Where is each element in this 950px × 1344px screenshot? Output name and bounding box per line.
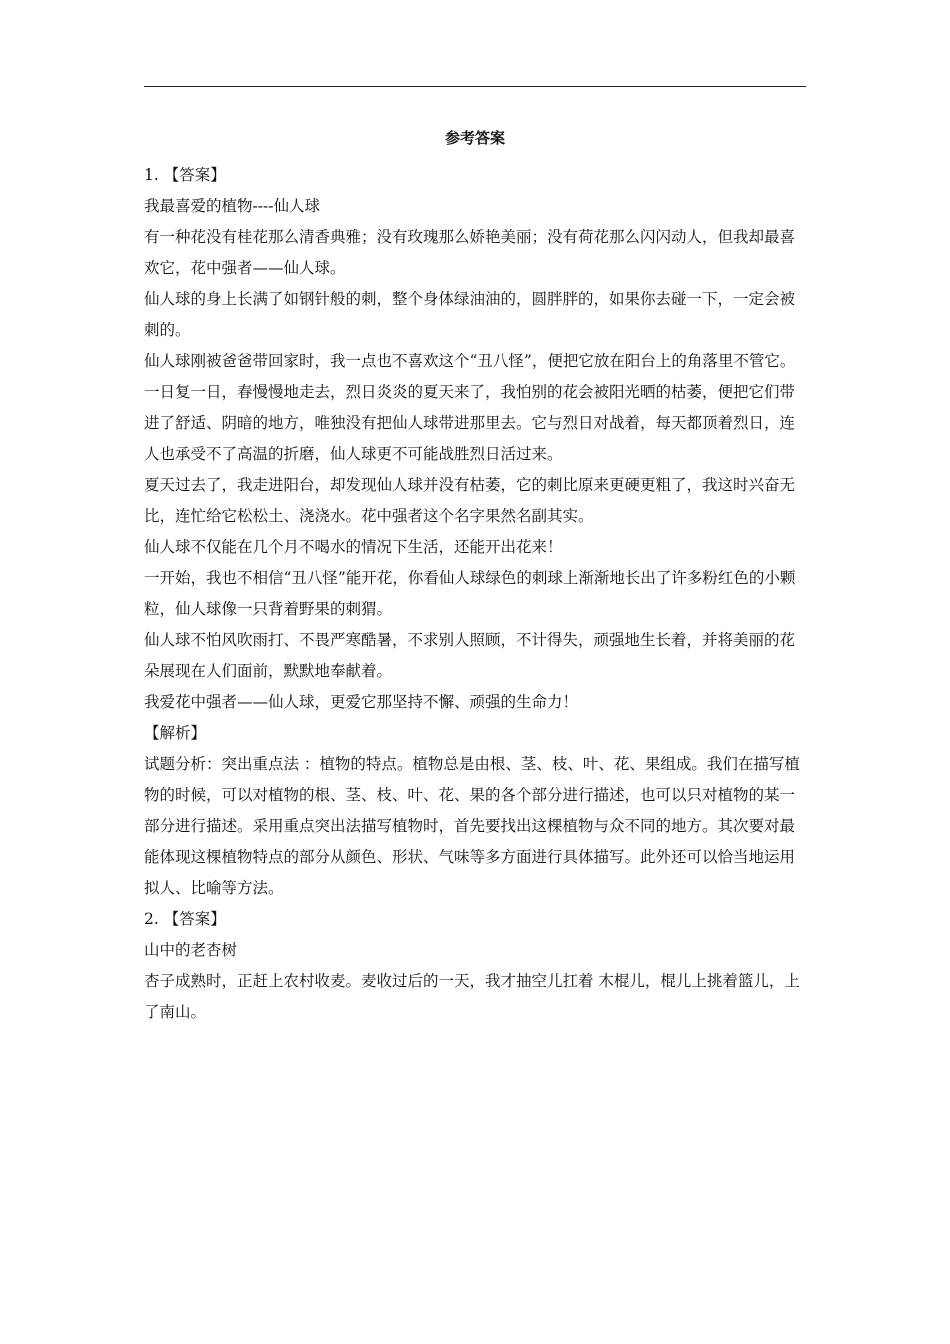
q1-paragraph: 一日复一日，春慢慢地走去，烈日炎炎的夏天来了，我怕别的花会被阳光晒的枯萎，便把它们带进了舒适、阴暗的地方，唯独没有把仙人球带进那里去。它与烈日对战着，每天都顶着烈日，连人也承受不了高温的折磨，仙人球更不可能战胜烈日活过来。	[144, 383, 796, 463]
q1-paragraph: 仙人球的身上长满了如钢针般的刺，整个身体绿油油的，圆胖胖的，如果你去碰一下，一定会被刺的。	[144, 290, 796, 339]
q1-paragraph: 仙人球不怕风吹雨打、不畏严寒酷暑，不求别人照顾，不计得失，顽强地生长着，并将美丽的花朵展现在人们面前，默默地奉献着。	[144, 631, 796, 680]
q1-paragraph: 仙人球刚被爸爸带回家时，我一点也不喜欢这个“丑八怪”，便把它放在阳台上的角落里不管它。	[144, 352, 796, 370]
q2-answer-label: 2. 【答案】	[144, 910, 226, 928]
q1-paragraph: 一开始，我也不相信“丑八怪”能开花，你看仙人球绿色的刺球上渐渐地长出了许多粉红色的小颗粒，仙人球像一只背着野果的刺猬。	[144, 569, 796, 618]
q1-paragraph: 夏天过去了，我走进阳台，却发现仙人球并没有枯萎，它的刺比原来更硬更粗了，我这时兴奋无比，连忙给它松松土、浇浇水。花中强者这个名字果然名副其实。	[144, 476, 796, 525]
header-rule	[144, 86, 806, 87]
q1-essay-title: 我最喜爱的植物----仙人球	[144, 197, 320, 215]
q1-answer-label: 1. 【答案】	[144, 166, 226, 184]
q1-analysis-label: 【解析】	[144, 724, 207, 742]
q2-essay-title: 山中的老杏树	[144, 941, 238, 959]
page-title: 参考答案	[444, 129, 505, 147]
q1-paragraph: 仙人球不仅能在几个月不喝水的情况下生活，还能开出花来！	[144, 538, 563, 556]
q2-paragraph: 杏子成熟时，正赶上农村收麦。麦收过后的一天，我才抽空儿扛着 木棍儿，棍儿上挑着篮儿，上了南山。	[144, 972, 800, 1021]
q1-analysis-text: 试题分析：突出重点法 ：植物的特点。植物总是由根、茎、枝、叶、花、果组成。我们在描写植物的时候，可以对植物的根、茎、枝、叶、花、果的各个部分进行描述，也可以只对植物的某一部分进行描述。采用重点突出法描写植物时，首先要找出这棵植物与众不同的地方。其次要对最能体现这棵植物特点的部分从颜色、形状、气味等多方面进行具体描写。此外还可以恰当地运用拟人、比喻等方法。	[144, 755, 800, 897]
q1-paragraph: 我爱花中强者——仙人球，更爱它那坚持不懈、顽强的生命力！	[144, 693, 579, 711]
document-body	[144, 160, 808, 1028]
q1-paragraph: 有一种花没有桂花那么清香典雅；没有玫瑰那么娇艳美丽；没有荷花那么闪闪动人，但我却最喜欢它，花中强者——仙人球。	[144, 228, 796, 277]
